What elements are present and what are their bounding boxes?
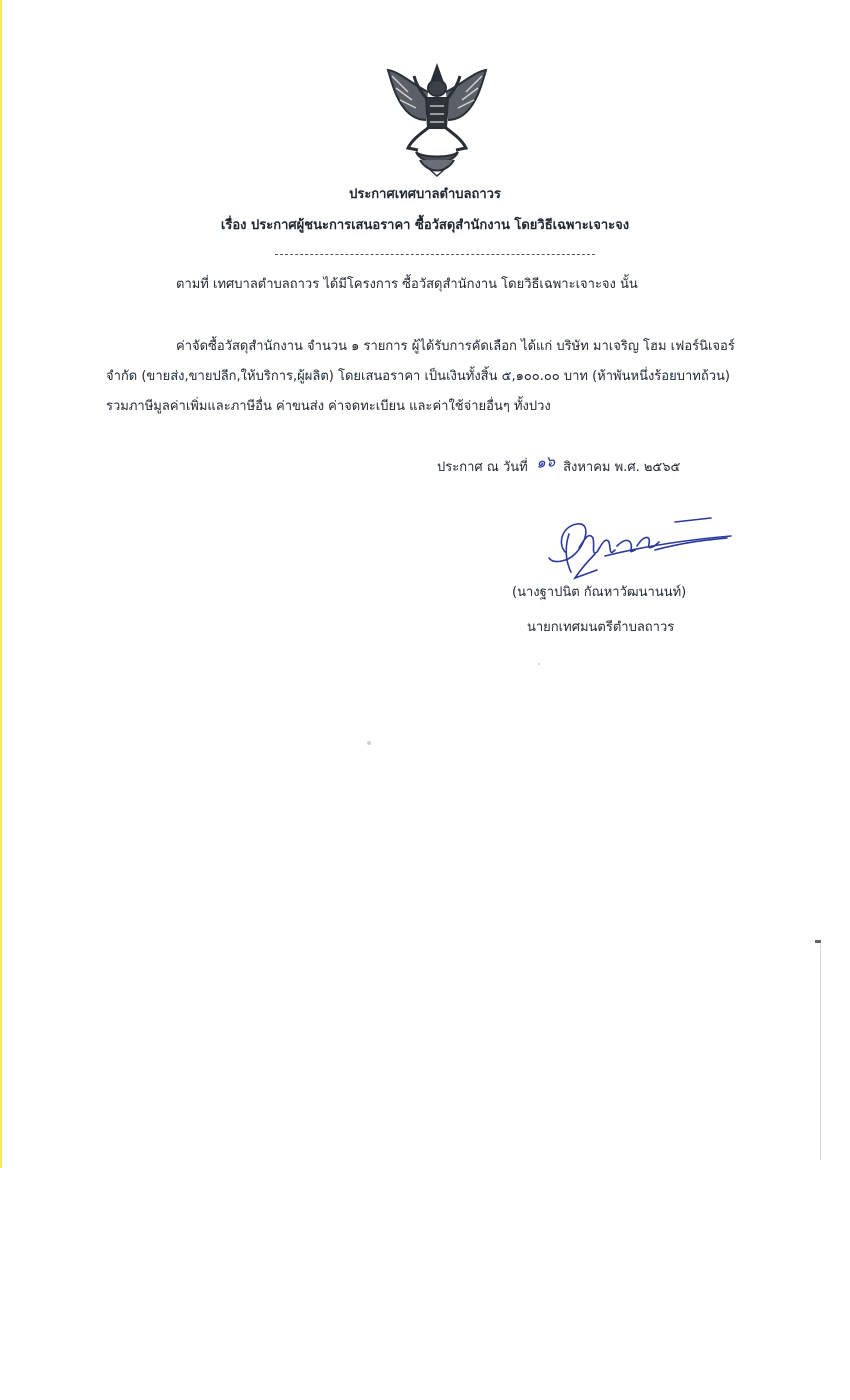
intro-paragraph: ตามที่ เทศบาลตำบลถาวร ได้มีโครงการ ซื้อวัสดุสำนักงาน โดยวิธีเฉพาะเจาะจง นั้น [176, 277, 638, 292]
scan-speck [538, 663, 540, 665]
scan-speck [367, 741, 371, 745]
signature-image [535, 512, 735, 582]
date-prefix: ประกาศ ณ วันที่ [437, 460, 528, 475]
scan-mark [815, 940, 821, 943]
scan-left-border [0, 0, 2, 1168]
signer-position: นายกเทศมนตรีตำบลถาวร [527, 620, 675, 635]
garuda-emblem-icon [382, 62, 492, 178]
signer-name: (นางฐาปนิต กัณหาวัฒนานนท์) [512, 585, 687, 600]
scan-right-edge [820, 945, 821, 1160]
award-paragraph-line-3: รวมภาษีมูลค่าเพิ่มและภาษีอื่น ค่าขนส่ง ค่าจดทะเบียน และค่าใช้จ่ายอื่นๆ ทั้งปวง [106, 399, 551, 414]
title-divider [275, 254, 595, 255]
handwritten-day: ๑๖ [534, 452, 556, 472]
announcement-date [437, 452, 681, 477]
award-paragraph-line-2: จำกัด (ขายส่ง,ขายปลีก,ให้บริการ,ผู้ผลิต) โดยเสนอราคา เป็นเงินทั้งสิ้น ๕,๑๐๐.๐๐ บาท (ห้าพันหนึ่งร้อยบาทถ้วน) [106, 369, 730, 384]
announcement-title: ประกาศเทศบาลตำบลถาวร [349, 187, 501, 202]
announcement-subject: เรื่อง ประกาศผู้ชนะการเสนอราคา ซื้อวัสดุสำนักงาน โดยวิธีเฉพาะเจาะจง [220, 218, 630, 233]
award-paragraph-line-1: ค่าจัดซื้อวัสดุสำนักงาน จำนวน ๑ รายการ ผู้ได้รับการคัดเลือก ได้แก่ บริษัท มาเจริญ โฮม เฟอร์นิเจอร์ [176, 339, 735, 354]
date-month-year: สิงหาคม พ.ศ. ๒๕๖๕ [563, 460, 681, 475]
